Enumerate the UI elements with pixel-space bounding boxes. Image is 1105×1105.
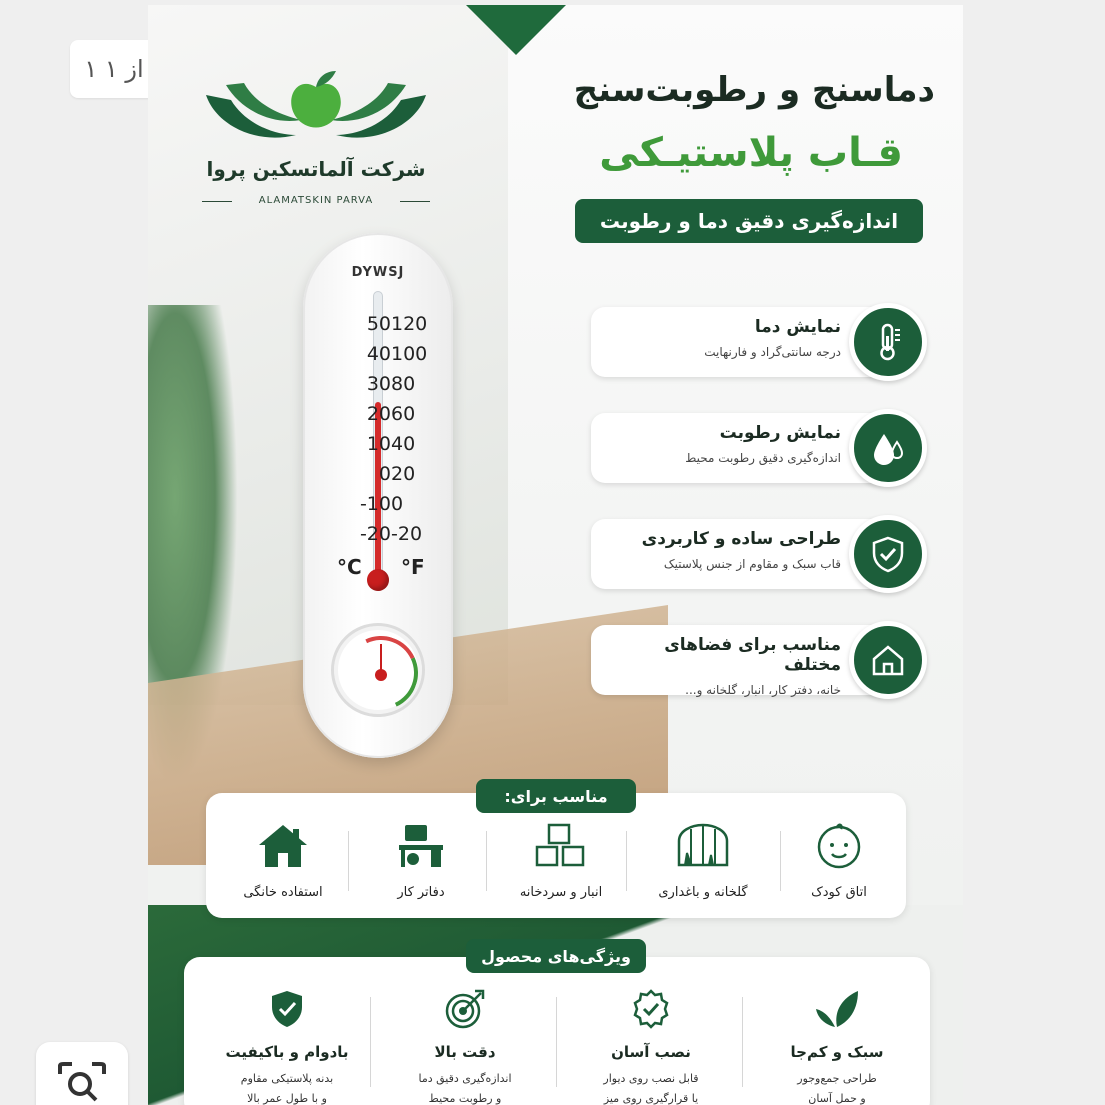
product-feature-item — [752, 987, 922, 1105]
thermometer-brand: DYWSJ — [351, 265, 405, 280]
boxes-icon — [531, 821, 591, 871]
feature-card — [587, 621, 927, 699]
feature-card — [587, 409, 927, 487]
celsius-tick-label: -10 — [359, 493, 391, 515]
suitable-item — [496, 821, 626, 900]
headline-subtitle: قـاب پلاستیـکی — [599, 130, 903, 176]
fahrenheit-tick-label: 120 — [391, 313, 428, 335]
home-icon — [849, 621, 927, 699]
apple-hands-logo-icon — [196, 65, 436, 155]
divider — [370, 997, 371, 1087]
brand-name-fa: شرکت آلماتسکین پروا — [206, 157, 426, 181]
suitable-label: اتاق کودک — [811, 885, 867, 900]
suitable-for-label: مناسب برای: — [476, 779, 636, 813]
celsius-tick-label: 10 — [366, 433, 391, 455]
fahrenheit-tick-label: -20 — [391, 523, 423, 545]
product-feature-desc-line: یا قرارگیری روی میز — [603, 1092, 699, 1105]
fahrenheit-tick-label: 80 — [391, 373, 416, 395]
shield-check-icon — [265, 987, 309, 1031]
thermometer-bulb — [367, 569, 389, 591]
celsius-tick-label: 40 — [366, 343, 391, 365]
headline-title: دماسنج و رطوبت‌سنج — [573, 70, 935, 110]
thermometer-icon — [849, 303, 927, 381]
product-feature-title: دقت بالا — [434, 1043, 496, 1061]
fahrenheit-tick-label: 100 — [391, 343, 428, 365]
gear-check-icon — [629, 987, 673, 1031]
suitable-label: دفاتر کار — [397, 885, 445, 900]
product-feature-desc-line: طراحی جمع‌وجور — [797, 1072, 877, 1085]
hygrometer-dial — [331, 623, 425, 717]
celsius-tick-label: -20 — [359, 523, 391, 545]
feature-desc: خانه، دفتر کار، انبار، گلخانه و... — [685, 683, 841, 697]
feature-title: مناسب برای فضاهای مختلف — [664, 635, 841, 675]
product-feature-desc — [202, 1069, 372, 1105]
fahrenheit-scale — [391, 309, 451, 549]
suitable-item — [774, 821, 904, 900]
headline-tagline: اندازه‌گیری دقیق دما و رطوبت — [575, 199, 923, 243]
celsius-tick-label: 30 — [366, 373, 391, 395]
suitable-item — [218, 821, 348, 900]
house-icon — [253, 821, 313, 871]
product-feature-desc-line: و با طول عمر بالا — [247, 1092, 327, 1105]
product-feature-desc — [752, 1069, 922, 1105]
product-feature-title: بادوام و باکیفیت — [225, 1043, 349, 1061]
fahrenheit-unit: °F — [401, 555, 425, 579]
celsius-scale — [331, 309, 391, 549]
product-feature-title: سبک و کم‌جا — [790, 1043, 884, 1061]
suitable-label: استفاده خانگی — [243, 885, 323, 900]
visual-search-button[interactable] — [36, 1042, 128, 1105]
feature-pill — [591, 413, 891, 483]
logo-rule-right — [400, 201, 430, 202]
lens-search-icon — [56, 1060, 108, 1104]
celsius-unit: °C — [337, 555, 362, 579]
feature-list — [587, 303, 927, 727]
feature-title: نمایش رطوبت — [719, 423, 841, 443]
product-feature-item — [202, 987, 372, 1105]
brand-name-en: ALAMATSKIN PARVA — [258, 195, 374, 206]
product-feature-desc-line: قابل نصب روی دیوار — [603, 1072, 699, 1085]
brand-logo — [196, 65, 436, 225]
feature-card — [587, 515, 927, 593]
product-feature-desc-line: بدنه پلاستیکی مقاوم — [240, 1072, 334, 1085]
humidity-drop-icon — [849, 409, 927, 487]
divider — [556, 997, 557, 1087]
shield-check-icon — [849, 515, 927, 593]
product-features-box — [184, 957, 930, 1105]
feature-title: نمایش دما — [754, 317, 841, 337]
product-features-label: ویژگی‌های محصول — [466, 939, 646, 973]
product-feature-desc — [566, 1069, 736, 1105]
celsius-tick-label: 20 — [366, 403, 391, 425]
feature-desc: اندازه‌گیری دقیق رطوبت محیط — [685, 451, 841, 465]
page-counter-text: ۱ از ۱ — [84, 55, 144, 83]
feature-pill — [591, 307, 891, 377]
product-poster-image — [148, 5, 963, 1105]
fahrenheit-tick-label: 0 — [391, 493, 404, 515]
suitable-label: گلخانه و باغداری — [658, 885, 748, 900]
fahrenheit-tick-label: 20 — [391, 463, 416, 485]
product-feature-desc-line: و حمل آسان — [808, 1092, 866, 1105]
suitable-item — [356, 821, 486, 900]
suitable-item — [638, 821, 768, 900]
baby-face-icon — [809, 821, 869, 871]
celsius-tick-label: 0 — [378, 463, 391, 485]
suitable-label: انبار و سردخانه — [519, 885, 603, 900]
feature-desc: قاب سبک و مقاوم از جنس پلاستیک — [663, 557, 841, 571]
product-feature-desc-line: و رطوبت محیط — [428, 1092, 502, 1105]
divider — [626, 831, 627, 891]
greenhouse-icon — [673, 821, 733, 871]
divider — [486, 831, 487, 891]
product-feature-item — [566, 987, 736, 1105]
feature-pill — [591, 519, 891, 589]
product-feature-item — [380, 987, 550, 1105]
page-counter — [70, 40, 158, 98]
feature-pill — [591, 625, 891, 695]
leaf-icon — [812, 987, 862, 1031]
product-feature-desc-line: اندازه‌گیری دقیق دما — [418, 1072, 512, 1085]
divider — [348, 831, 349, 891]
fahrenheit-tick-label: 40 — [391, 433, 416, 455]
divider — [742, 997, 743, 1087]
fahrenheit-tick-label: 60 — [391, 403, 416, 425]
thermometer-product — [303, 233, 453, 758]
feature-desc: درجه سانتی‌گراد و فارنهایت — [704, 345, 841, 359]
office-desk-icon — [391, 821, 451, 871]
feature-title: طراحی ساده و کاربردی — [641, 529, 841, 549]
product-feature-desc — [380, 1069, 550, 1105]
product-feature-title: نصب آسان — [611, 1043, 691, 1061]
feature-card — [587, 303, 927, 381]
celsius-tick-label: 50 — [366, 313, 391, 335]
hygrometer-hub — [375, 669, 387, 681]
target-icon — [443, 987, 487, 1031]
